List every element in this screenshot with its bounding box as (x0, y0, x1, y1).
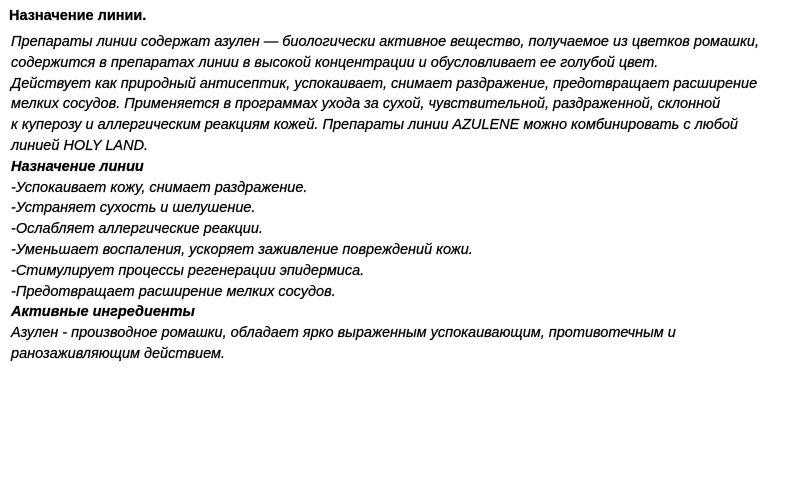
description-body (11, 32, 795, 365)
ingredients-line: ранозаживляющим действием. (11, 345, 225, 362)
ingredients-line: Азулен - производное ромашки, обладает ярко выраженным успокаивающим, противотечным и (11, 325, 676, 342)
intro-line: к куперозу и аллергическим реакциям кожей. Препараты линии AZULENE можно комбинировать с любой (11, 117, 738, 134)
intro-line: содержится в препаратах линии в высокой концентрации и обусловливает ее голубой цвет. (11, 54, 659, 71)
purpose-item: -Стимулирует процессы регенерации эпидермиса. (11, 262, 365, 279)
ingredients-heading: Активные ингредиенты (11, 304, 195, 321)
intro-line: мелких сосудов. Применяется в программах ухода за сухой, чувствительной, раздраженной, склонной (11, 96, 721, 113)
purpose-item: -Устраняет сухость и шелушение. (11, 200, 256, 217)
purpose-item: -Успокаивает кожу, снимает раздражение. (11, 179, 308, 196)
intro-line: линией HOLY LAND. (11, 137, 149, 154)
intro-line: Препараты линии содержат азулен — биологически активное вещество, получаемое из цветков ромашки, (11, 34, 759, 50)
purpose-heading: Назначение линии (11, 158, 144, 175)
intro-line: Действует как природный антисептик, успокаивает, снимает раздражение, предотвращает расширение (11, 75, 758, 92)
page-title: Назначение линии. (9, 8, 147, 24)
purpose-item: -Предотвращает расширение мелких сосудов. (11, 283, 336, 300)
purpose-item: -Уменьшает воспаления, ускоряет заживление повреждений кожи. (11, 241, 473, 258)
purpose-item: -Ослабляет аллергические реакции. (11, 221, 263, 238)
